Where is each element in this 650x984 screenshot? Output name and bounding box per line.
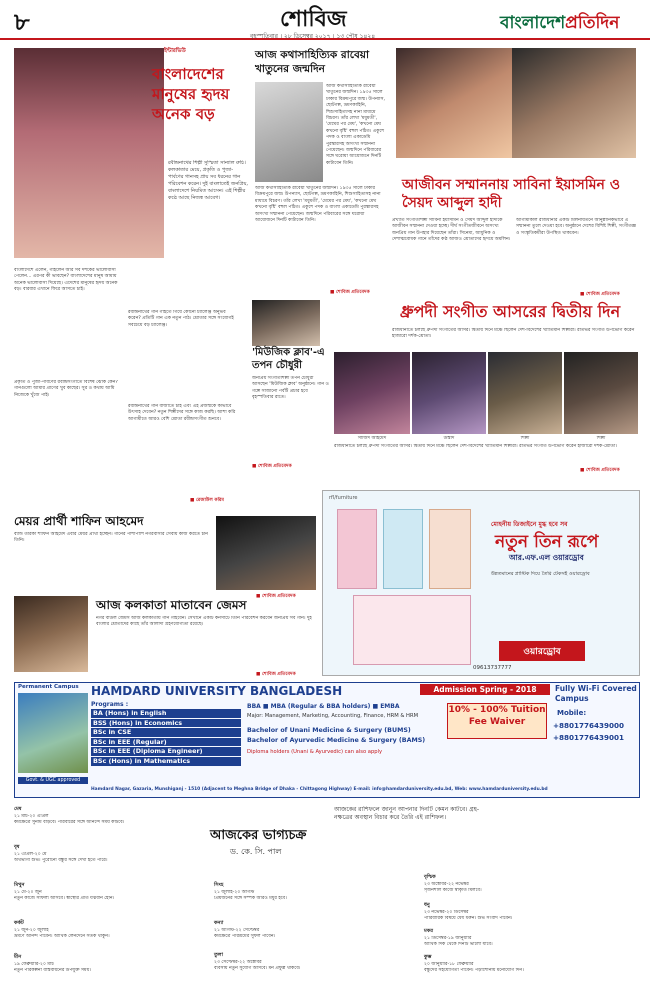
brand-name-part2: প্রতিদিন	[565, 13, 620, 33]
sign-text: ব্যবসায় নতুন সুযোগ আসবে। মন প্রফুল্ল থাকবে।	[214, 966, 301, 972]
sign-text: আর্থিক দিক থেকে দিনটি ভালো যাবে।	[424, 942, 493, 948]
interview-photo	[14, 48, 164, 258]
horoscope-sign-11	[424, 954, 640, 978]
sign-name: বৃষ	[14, 844, 20, 850]
campus-photo	[18, 693, 88, 773]
sign-text: সৃজনশীল কাজে স্বীকৃতি মিলবে।	[424, 888, 482, 894]
diploma-line: Diploma holders (Unani & Ayurvedic) can also apply	[247, 749, 383, 755]
horoscope-section	[14, 804, 640, 980]
james-body: নগর বাউল জেমস আজ কলকাতায় গান গাইবেন। সেখানে একটি কনসার্টে তিনি পরিবেশন করবেন জনপ্রিয় সব গান। দুই বাংলার শ্রোতাদের কাছে তাঁর আলাদা গ্রহণযোগ্যতা রয়েছে।	[96, 616, 312, 628]
sign-name: সিংহ	[214, 882, 224, 888]
horoscope-sign-12	[14, 954, 210, 978]
interview-qa-3: রবীন্দ্রনাথের গান গাইতে গিয়ে কোনো চ্যালেঞ্জ অনুভব করেন? প্রতিটি গান এক নতুন পাঠ। শ্রোতার সঙ্গে সংযোগই সবচেয়ে বড় চ্যালেঞ্জ।	[128, 310, 234, 328]
festival-photo-2	[412, 352, 486, 434]
program-item: BSc in EEE (Diploma Engineer)	[91, 747, 241, 756]
syed-abdul-hadi-photo	[512, 48, 636, 158]
rfl-logo-icon: ওয়ারড্রোব	[499, 641, 585, 661]
sign-text: নতুন কাজে সাফল্য আসবে। স্বাস্থ্যের প্রতি যত্নবান হোন।	[14, 896, 115, 902]
sign-date: ২০ জানুয়ারি-১৮ ফেব্রুয়ারি	[424, 962, 474, 967]
shafin-photo	[216, 516, 316, 590]
sign-date: ১৯ ফেব্রুয়ারি-২০ মার্চ	[14, 962, 54, 967]
horoscope-title: আজকের ভাগ্যচক্র	[210, 828, 307, 843]
award-headline: আজীবন সম্মাননায় সাবিনা ইয়াসমিন ও সৈয়দ আব্দুল হাদী	[402, 177, 621, 211]
james-photo	[14, 596, 88, 672]
horoscope-author: ড. কে. সি. পাল	[230, 847, 282, 856]
page-number: ৮	[14, 8, 30, 36]
tapan-body: জনপ্রিয় সংগীতশিল্পী তপন চৌধুরী আসছেন 'মিউজিক ক্লাব' অনুষ্ঠানে। গান ও গল্পে সাজানো পর্বটি প্রচার হবে বৃহস্পতিবার রাতে।	[252, 376, 329, 401]
ayur-line: Bachelor of Ayurvedic Medicine & Surgery (BAMS)	[247, 737, 426, 744]
major-line: Major: Management, Marketing, Accounting, Finance, HRM & HRM	[247, 713, 419, 719]
phone-2[interactable]: +8801776439001	[553, 733, 625, 742]
award-body-1: প্রখ্যাত সংগীতশিল্পী সাবিনা ইয়াসমিন ও সৈয়দ আব্দুল হাদীকে আজীবন সম্মাননা দেওয়া হচ্ছে। দীর্ঘ সংগীতজীবনে অসংখ্য জনপ্রিয় গান উপহার দিয়েছেন তাঁরা। সিনেমা, আধুনিক ও দেশাত্মবোধক গানে তাঁদের কণ্ঠ আজও শ্রোতাদের হৃদয়ে অমলিন।	[392, 218, 511, 243]
birthday-body-extra: আজ কথাসাহিত্যিক রাবেয়া খাতুনের জন্মদিন। ১৯৩৫ সালে ঢাকার বিক্রমপুরে জন্ম। উপন্যাস, ছোটগল্প, ভ্রমণকাহিনি, শিশুসাহিত্যসহ নানা মাধ্যমে বিচরণ। তাঁর লেখা 'মধুমতী', 'মেঘের পর মেঘ', 'কখনো মেঘ কখনো বৃষ্টি' বহুল পঠিত। একুশে পদক ও বাংলা একাডেমি পুরস্কারসহ অসংখ্য সম্মাননা পেয়েছেন। জন্মদিনে পরিবারের সঙ্গে ঘরোয়া আয়োজনে দিনটি কাটাবেন তিনি।	[255, 186, 381, 224]
festival-caption-3: শিল্পী	[520, 436, 530, 441]
james-credit: ■ শোবিজ প্রতিবেদক	[256, 672, 296, 677]
horoscope-sign-2	[14, 844, 210, 872]
wifi-campus: Fully Wi-Fi Covered Campus	[555, 684, 637, 703]
interview-qa-1: বাংলাদেশে এলেন, গাইলেন আর সব দর্শকের ভালোবাসা পেলেন... এরপর কী ভাবছেন? বাংলাদেশের মানুষ আমায় অনেক ভালোবাসা দিয়েছে। এদেশের মানুষের হৃদয় অনেক বড়। বারবার এখানে ফিরে আসতে চাই।	[14, 268, 118, 293]
festival-caption-1: সাজিদ আহমেদ	[357, 436, 387, 441]
sign-text: পারিবারিক বিষয়ে ধৈর্য ধরুন। শুভ সংবাদ পাবেন।	[424, 916, 513, 922]
phone-1[interactable]: +8801776439000	[553, 721, 625, 730]
program-item: BSc in CSE	[91, 728, 241, 737]
horoscope-sign-1	[14, 806, 210, 834]
horoscope-sign-4	[14, 920, 210, 948]
shafin-body: ব্যান্ড তারকা শাফিন আহমেদ এবার মেয়র প্রার্থী হচ্ছেন। গানের পাশাপাশি নগরবাসীর সেবায় কাজ করতে চান তিনি।	[14, 532, 209, 544]
birthday-photo	[255, 82, 323, 182]
sign-name: মীন	[14, 954, 22, 960]
sign-date: ২৩ সেপ্টেম্বর-২২ অক্টোবর	[214, 960, 262, 965]
festival-photo-4	[564, 352, 638, 434]
wardrobe-image-4	[353, 595, 471, 665]
sign-text: অর্থভাগ্য শুভ। পুরোনো বন্ধুর সঙ্গে দেখা হতে পারে।	[14, 858, 108, 864]
birthday-headline: আজ কথাসাহিত্যিক রাবেয়া খাতুনের জন্মদিন	[255, 49, 370, 75]
interview-qa-4: রবীন্দ্রনাথের গান বাজাতে চাই এবং এই প্রজন্মকে কীভাবে উৎসাহ দেবেন? নতুন শিল্পীদের সঙ্গে কাজ করছি। আশা করি আগামীতে আরও বেশি শ্রোতা রবীন্দ্রসংগীত শুনবে।	[128, 404, 236, 422]
hamdard-address: Hamdard Nagar, Gazaria, Munshiganj - 1510 (Adjacent to Meghna Bridge of Dhaka - Chittagong Highway) E-mail: info@hamdarduniversity.edu.bd, Web: www.hamdarduniversity.edu.bd	[91, 787, 548, 792]
sign-date: ২১ জুন-২০ জুলাই	[14, 928, 49, 933]
festival-body: রাজধানীতে চলছে ধ্রুপদী সংগীতের আসর। দ্বিতীয় দিনে মঞ্চে ছিলেন দেশ-বিদেশের খ্যাতিমান শিল্পীরা। রাতভর সংগীত উপভোগ করেন হাজারো দর্শক-শ্রোতা।	[392, 328, 635, 340]
festival-caption-4: শিল্পী	[596, 436, 606, 441]
sign-date: ২১ মে-২০ জুন	[14, 890, 42, 895]
hamdard-name: HAMDARD UNIVERSITY BANGLADESH	[91, 684, 343, 698]
sign-name: কর্কট	[14, 920, 24, 926]
brand-name-part1: বাংলাদেশ	[500, 13, 566, 33]
program-item: BSc in EEE (Regular)	[91, 738, 241, 747]
birthday-credit: ■ শোবিজ প্রতিবেদক	[330, 290, 370, 295]
festival-credit: ■ শোবিজ প্রতিবেদক	[580, 468, 620, 473]
newspaper-brand	[500, 10, 619, 38]
horoscope-sign-3	[14, 882, 210, 910]
rfl-phone: 09613737777	[473, 665, 512, 671]
sign-date: ২৩ নভেম্বর-২০ ডিসেম্বর	[424, 910, 469, 915]
interview-qa-2: প্রকৃতি ও পুজা-পার্বণের রবীন্দ্রসংগীতে বিশেষ ঝোঁক কেন? গানগুলো আমার প্রাণের খুব কাছের। সুর ও কথায় আমি নিজেকে খুঁজে পাই।	[14, 380, 118, 398]
sign-text: প্রিয়জনের সঙ্গে সম্পর্ক আরও মধুর হবে।	[214, 896, 287, 902]
sign-text: কর্মক্ষেত্রে পরিশ্রমের সুফল পাবেন।	[214, 934, 276, 940]
sabina-yasmin-photo	[396, 48, 512, 158]
james-headline: আজ কলকাতা মাতাবেন জেমস	[96, 598, 247, 612]
sign-text: ভ্রমণে আনন্দ পাবেন। আর্থিক লেনদেনে সতর্ক থাকুন।	[14, 934, 110, 940]
ad-line1: মোহনীয় ডিজাইনে মুগ্ধ হবে সব	[491, 521, 568, 528]
sign-name: মেষ	[14, 806, 22, 812]
interview-tag: ইন্টারভিউ	[164, 48, 186, 54]
sign-date: ২১ মার্চ-২০ এপ্রিল	[14, 814, 49, 819]
issue-date: বৃহস্পতিবার । ২৮ ডিসেম্বর ২০১৭ । ১৩ পৌষ ১৪২৪	[250, 33, 376, 40]
shafin-headline: মেয়র প্রার্থী শাফিন আহমেদ	[14, 514, 144, 528]
rfl-furniture-ad[interactable]	[322, 490, 640, 676]
sign-name: কন্যা	[214, 920, 224, 926]
page-header	[0, 0, 650, 40]
horoscope-sign-6	[214, 920, 420, 948]
section-title: শোবিজ	[280, 7, 347, 32]
award-body-2: আগামীকাল রাজধানীর একটি মিলনায়তনে আনুষ্ঠানিকভাবে এ সম্মাননা তুলে দেওয়া হবে। অনুষ্ঠানে দেশের বিশিষ্ট শিল্পী, সংগীতজ্ঞ ও সংস্কৃতিকর্মীরা উপস্থিত থাকবেন।	[516, 218, 637, 236]
festival-body-2: রাজধানীতে চলছে ধ্রুপদী সংগীতের আসর। দ্বিতীয় দিনে মঞ্চে ছিলেন দেশ-বিদেশের খ্যাতিমান শিল্পীরা। রাতভর সংগীত উপভোগ করেন হাজারো দর্শক-শ্রোতা।	[334, 444, 617, 449]
sign-name: মিথুন	[14, 882, 25, 888]
sign-name: মকর	[424, 928, 434, 934]
birthday-body: আজ কথাসাহিত্যিক রাবেয়া খাতুনের জন্মদিন। ১৯৩৫ সালে ঢাকার বিক্রমপুরে জন্ম। উপন্যাস, ছোটগল্প, ভ্রমণকাহিনি, শিশুসাহিত্যসহ নানা মাধ্যমে বিচরণ। তাঁর লেখা 'মধুমতী', 'মেঘের পর মেঘ', 'কখনো মেঘ কখনো বৃষ্টি' বহুল পঠিত। একুশে পদক ও বাংলা একাডেমি পুরস্কারসহ অসংখ্য সম্মাননা পেয়েছেন। জন্মদিনে পরিবারের সঙ্গে ঘরোয়া আয়োজনে দিনটি কাটাবেন তিনি।	[326, 84, 385, 166]
mobile-label: Mobile:	[557, 709, 587, 717]
horoscope-sign-10	[424, 928, 640, 952]
unani-line: Bachelor of Unani Medicine & Surgery (BUMS)	[247, 727, 411, 734]
interview-credit: ■ রেজাউল করিম	[190, 498, 224, 503]
sign-text: বন্ধুদের সহযোগিতা পাবেন। পড়াশোনায় মনোযোগ দিন।	[424, 968, 524, 974]
horoscope-sign-8	[424, 874, 640, 900]
wardrobe-image-2	[383, 509, 423, 589]
tapan-credit: ■ শোবিজ প্রতিবেদক	[252, 464, 292, 469]
sign-date: ২১ ডিসেম্বর-১৯ জানুয়ারি	[424, 936, 472, 941]
tapan-headline: 'মিউজিক ক্লাব'-এ তপন চৌধুরী	[252, 347, 325, 371]
sign-text: কর্মক্ষেত্রে সুনাম বাড়বে। পরিবারের সঙ্গে আনন্দে সময় কাটবে।	[14, 820, 125, 826]
program-item: BSS (Hons) in Economics	[91, 719, 241, 728]
award-credit: ■ শোবিজ প্রতিবেদক	[580, 292, 620, 297]
horoscope-sign-5	[214, 882, 420, 910]
waiver-badge: 10% - 100% Tuition Fee Waiver	[447, 703, 547, 739]
campus-label: Permanent Campus	[18, 684, 79, 690]
sign-date: ২১ এপ্রিল-২০ মে	[14, 852, 47, 857]
rfl-site: rfl/furniture	[329, 495, 358, 501]
sign-name: ধনু	[424, 902, 430, 908]
horoscope-sign-7	[214, 952, 420, 980]
wardrobe-image-1	[337, 509, 377, 589]
festival-photo-1	[334, 352, 410, 434]
program-list	[91, 709, 241, 767]
interview-headline: বাংলাদেশের মানুষের হৃদয় অনেক বড়	[152, 65, 230, 123]
sign-text: নতুন পরিকল্পনা বাস্তবায়নের উপযুক্ত সময়।	[14, 968, 91, 974]
bba-line: BBA ■ MBA (Regular & BBA holders) ■ EMBA	[247, 703, 400, 710]
ad-desc: উন্নতমানের প্লাস্টিক দিয়ে তৈরি টেকসই ওয়ারড্রোব	[491, 571, 590, 577]
programs-title: Programs :	[91, 701, 129, 708]
ad-big: নতুন তিন রূপে	[495, 532, 599, 552]
sign-date: ২১ জুলাই-২০ আগস্ট	[214, 890, 255, 895]
shafin-credit: ■ শোবিজ প্রতিবেদক	[256, 594, 296, 599]
horoscope-sign-9	[424, 902, 640, 926]
festival-headline: ধ্রুপদী সংগীত আসরের দ্বিতীয় দিন	[400, 302, 621, 321]
sign-name: কুম্ভ	[424, 954, 432, 960]
program-item: BSc (Hons) in Mathematics	[91, 757, 241, 766]
interview-intro: রবীন্দ্রনাথের শিল্পী সুস্মিতা সান্যাল রুচি। কলকাতার মেয়ে, প্রকৃতি ও পুজা-পার্বণের গানসহ প্রায় সব ধরনের গান পরিবেশন করেন। দুই বাংলাতেই জনপ্রিয়, বাংলাদেশে নিয়মিত আসেন। এই শিল্পীর কণ্ঠে আছে নিজস্ব আবেগ।	[168, 160, 248, 201]
festival-photo-3	[488, 352, 562, 434]
hamdard-ad[interactable]	[14, 682, 640, 798]
sign-name: বৃশ্চিক	[424, 874, 436, 880]
sign-date: ২৩ অক্টোবর-২২ নভেম্বর	[424, 882, 469, 887]
festival-caption-2: উস্তাদ	[443, 436, 455, 441]
program-item: BA (Hons) in English	[91, 709, 241, 718]
sign-name: তুলা	[214, 952, 223, 958]
govt-badge: Govt. & UGC approved	[18, 777, 88, 784]
wardrobe-image-3	[429, 509, 471, 589]
ad-sub: আর.এফ.এল ওয়ারড্রোব	[509, 553, 584, 562]
sign-date: ২১ আগস্ট-২২ সেপ্টেম্বর	[214, 928, 260, 933]
admission-banner: Admission Spring - 2018	[420, 684, 550, 695]
horoscope-intro: আজকের রাশিফলে জানুন আপনার দিনটি কেমন কাটবে। গ্রহ-নক্ষত্রের অবস্থান বিচার করে তৈরি এই রাশিফল।	[334, 806, 480, 821]
tapan-photo	[252, 300, 320, 346]
